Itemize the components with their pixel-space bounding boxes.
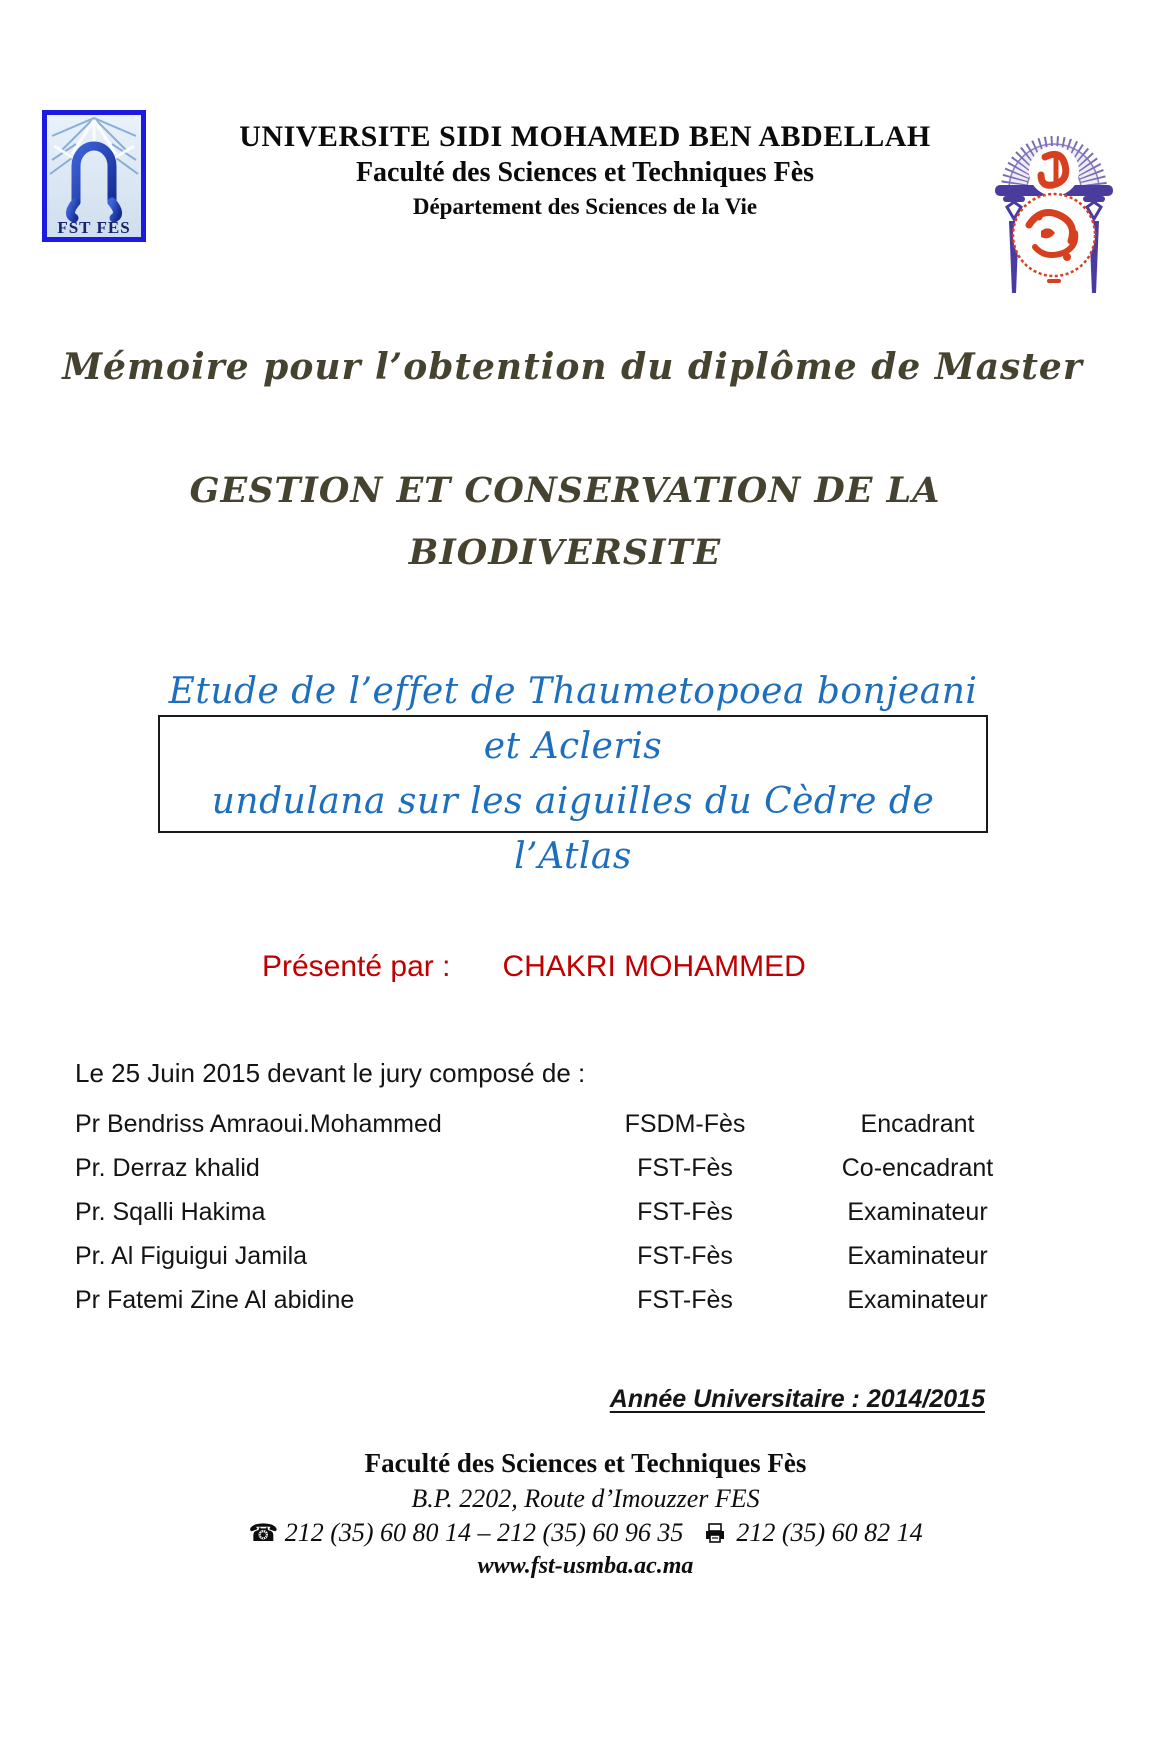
footer-contacts [0,1518,1171,1548]
program-title [0,460,1130,584]
author-name: CHAKRI MOHAMMED [502,950,806,983]
university-name: UNIVERSITE SIDI MOHAMED BEN ABDELLAH [239,120,931,153]
academic-year: Année Universitaire : 2014/2015 [609,1385,985,1413]
footer-website: www.fst-usmba.ac.ma [477,1553,694,1579]
department-name: Département des Sciences de la Vie [412,194,758,219]
program-line1: GESTION ET CONSERVATION DE LA [189,470,941,511]
jury-member-role: Encadrant [860,1110,975,1138]
phone-icon: ☎ [248,1519,279,1547]
jury-member-name: Pr Fatemi Zine Al abidine [75,1286,355,1314]
footer-phones: 212 (35) 60 80 14 – 212 (35) 60 96 35 [284,1518,684,1547]
jury-row [75,1286,1040,1330]
memoire-title: Mémoire pour l’obtention du diplôme de Master [62,346,1083,388]
jury-member-name: Pr. Derraz khalid [75,1154,260,1182]
thesis-title-line1: Etude de l’effet de Thaumetopoea bonjeani et Acleris [168,671,978,767]
jury-member-role: Examinateur [847,1242,988,1270]
footer-faculty: Faculté des Sciences et Techniques Fès [364,1448,807,1478]
jury-row [75,1110,1040,1154]
jury-member-affiliation: FSDM-Fès [624,1110,746,1138]
jury-member-role: Examinateur [847,1198,988,1226]
thesis-title-line2: undulana sur les aiguilles du Cèdre de l’Atlas [211,781,935,877]
jury-member-affiliation: FST-Fès [637,1198,733,1226]
jury-member-name: Pr. Al Figuigui Jamila [75,1242,308,1270]
jury-member-role: Co-encadrant [841,1154,994,1182]
jury-member-name: Pr. Sqalli Hakima [75,1198,266,1226]
footer-block [0,1448,1171,1580]
jury-intro: Le 25 Juin 2015 devant le jury composé de : [75,1058,586,1088]
faculty-name: Faculté des Sciences et Techniques Fès [355,157,815,188]
jury-member-name: Pr Bendriss Amraoui.Mohammed [75,1110,442,1138]
jury-table [75,1110,1040,1330]
fax-icon [704,1523,726,1543]
jury-row [75,1198,1040,1242]
usmba-emblem-logo [983,97,1125,297]
university-header [150,120,1020,220]
jury-row [75,1242,1040,1286]
fst-fes-logo-text: FST FES [57,218,131,237]
presented-by-label: Présenté par : [262,950,451,983]
presented-by-line [262,950,806,984]
jury-member-affiliation: FST-Fès [637,1154,733,1182]
jury-row [75,1154,1040,1198]
fst-fes-logo [42,110,146,242]
program-line2: BIODIVERSITE [408,532,722,573]
jury-member-affiliation: FST-Fès [637,1286,733,1314]
jury-member-role: Examinateur [847,1286,988,1314]
footer-fax: 212 (35) 60 82 14 [736,1518,923,1547]
thesis-title-box [158,671,988,877]
footer-address: B.P. 2202, Route d’Imouzzer FES [411,1484,760,1513]
jury-member-affiliation: FST-Fès [637,1242,733,1270]
